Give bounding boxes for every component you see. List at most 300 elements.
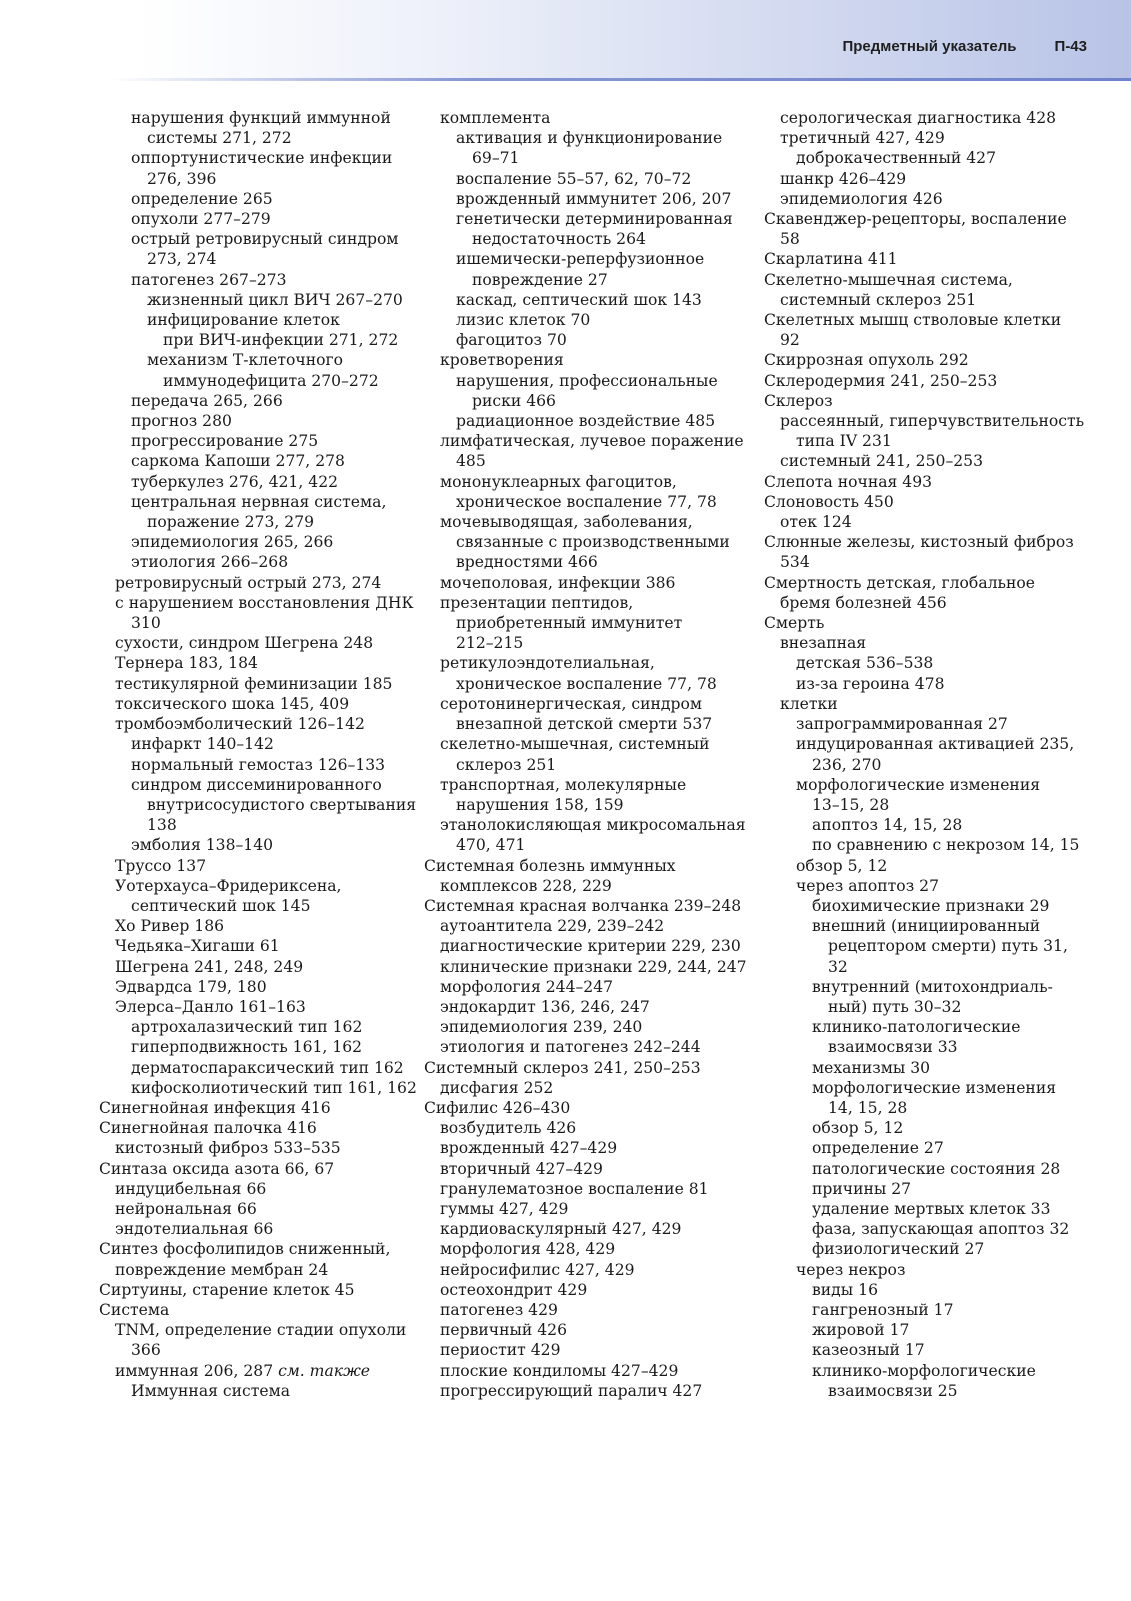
index-entry-headline: морфологические изменения <box>812 1078 1057 1097</box>
index-entry-headline: аутоантитела 229, 239–242 <box>440 917 665 936</box>
index-entry <box>440 1219 760 1239</box>
index-entry <box>440 593 760 654</box>
index-entry-continuation: системный склероз 251 <box>780 290 977 309</box>
index-entry-continuation: при ВИЧ-инфекции 271, 272 <box>163 331 399 350</box>
cross-reference: см. также <box>278 1361 371 1380</box>
index-entry-continuation: 32 <box>828 957 848 976</box>
index-entry <box>764 391 1110 411</box>
index-entry <box>796 653 1110 673</box>
index-entry <box>440 108 760 128</box>
index-entry-headline: генетически детерминированная <box>456 210 733 229</box>
index-entry <box>764 310 1110 350</box>
index-entry-headline: кардиоваскулярный 427, 429 <box>440 1220 682 1239</box>
index-entry <box>440 431 760 471</box>
index-entry-headline: мочеполовая, инфекции 386 <box>440 573 676 592</box>
index-entry <box>440 694 760 734</box>
index-entry <box>131 835 419 855</box>
index-entry-headline: Синегнойная инфекция 416 <box>99 1098 331 1117</box>
index-entry <box>440 472 760 512</box>
index-entry <box>456 310 760 330</box>
index-entry-continuation: хроническое воспаление 77, 78 <box>456 674 717 693</box>
index-entry <box>796 775 1110 815</box>
index-entry-continuation: недостаточность 264 <box>472 230 646 249</box>
index-entry-headline: нейрональная 66 <box>115 1199 257 1218</box>
index-entry-headline: мочевыводящая, заболевания, <box>440 513 693 532</box>
index-entry <box>440 977 760 997</box>
index-entry <box>812 1300 1110 1320</box>
index-entry <box>115 916 419 936</box>
index-entry-headline: внезапная <box>780 634 867 653</box>
index-entry-headline: Слюнные железы, кистозный фиброз <box>764 533 1074 552</box>
index-entry <box>115 674 419 694</box>
index-entry-continuation: поражение 273, 279 <box>147 513 315 532</box>
index-entry <box>131 1037 419 1057</box>
index-entry <box>131 411 419 431</box>
index-entry <box>115 633 419 653</box>
index-entry <box>440 1340 760 1360</box>
index-entry-headline: дисфагия 252 <box>440 1078 554 1097</box>
index-entry-headline: Скиррозная опухоль 292 <box>764 351 969 370</box>
index-entry-headline: Слепота ночная 493 <box>764 472 933 491</box>
index-entry-headline: гиперподвижность 161, 162 <box>131 1038 363 1057</box>
index-entry <box>780 169 1110 189</box>
index-entry-headline: физиологический 27 <box>812 1240 985 1259</box>
index-entry-headline: индуцибельная 66 <box>115 1179 267 1198</box>
index-entry <box>440 1138 760 1158</box>
index-entry <box>424 1058 760 1078</box>
index-entry-headline: фагоцитоз 70 <box>456 331 567 350</box>
index-entry-headline: Эдвардса 179, 180 <box>115 977 267 996</box>
index-entry-headline: Склероз <box>764 391 833 410</box>
index-entry-headline: Сиртуины, старение клеток 45 <box>99 1280 355 1299</box>
index-entry <box>456 209 760 249</box>
index-entry-headline: серологическая диагностика 428 <box>780 109 1057 127</box>
index-entry <box>440 1381 760 1401</box>
index-entry <box>764 613 1110 633</box>
index-entry-continuation: взаимосвязи 25 <box>828 1381 958 1400</box>
index-entry-headline: механизмы 30 <box>812 1058 931 1077</box>
index-entry-headline: Система <box>99 1300 170 1319</box>
index-entry-continuation: риски 466 <box>472 391 556 410</box>
index-entry-headline: Синтаза оксида азота 66, 67 <box>99 1159 335 1178</box>
index-entry-headline: гуммы 427, 429 <box>440 1199 569 1218</box>
index-entry <box>440 350 760 370</box>
index-entry-headline: биохимические признаки 29 <box>812 896 1050 915</box>
index-entry-continuation: Иммунная система <box>131 1381 291 1400</box>
index-entry <box>115 977 419 997</box>
index-entry-headline: TNM, определение стадии опухоли <box>115 1321 407 1340</box>
index-entry-headline: внутренний (митохондриаль- <box>812 977 1053 996</box>
index-entry <box>440 775 760 815</box>
index-entry <box>764 573 1110 613</box>
index-entry-headline: удаление мертвых клеток 33 <box>812 1199 1051 1218</box>
index-entry-headline: Системный склероз 241, 250–253 <box>424 1058 701 1077</box>
index-entry <box>440 1239 760 1259</box>
index-entry-headline: саркома Капоши 277, 278 <box>131 452 345 471</box>
index-entry <box>440 936 760 956</box>
index-entry-headline: остеохондрит 429 <box>440 1280 588 1299</box>
index-entry <box>812 1320 1110 1340</box>
index-entry-headline: третичный 427, 429 <box>780 129 945 148</box>
index-entry-headline: доброкачественный 427 <box>796 149 997 168</box>
index-entry <box>131 148 419 188</box>
index-entry <box>131 209 419 229</box>
index-entry-headline: сухости, синдром Шегрена 248 <box>115 634 374 653</box>
index-entry-headline: лизис клеток 70 <box>456 311 591 330</box>
index-entry <box>440 1199 760 1219</box>
index-entry-headline: тромбоэмболический 126–142 <box>115 715 365 734</box>
index-entry <box>115 1361 419 1401</box>
index-entry-headline: Склеродермия 241, 250–253 <box>764 371 998 390</box>
index-entry <box>440 957 760 977</box>
index-entry <box>440 1300 760 1320</box>
index-entry-headline: радиационное воздействие 485 <box>456 412 716 431</box>
index-entry-headline: иммунная 206, 287 см. также <box>115 1361 371 1380</box>
index-entry-continuation: 13–15, 28 <box>812 795 890 814</box>
index-entry-continuation: 276, 396 <box>147 169 217 188</box>
index-entry-headline: прогрессирующий паралич 427 <box>440 1381 703 1400</box>
index-entry-headline: Труссо 137 <box>115 856 207 875</box>
index-entry <box>812 1179 1110 1199</box>
index-entry-continuation: 58 <box>780 230 800 249</box>
index-entry <box>812 815 1110 835</box>
index-entry <box>131 492 419 532</box>
index-entry <box>812 1219 1110 1239</box>
index-entry <box>456 371 760 411</box>
index-entry <box>115 653 419 673</box>
index-entry-headline: ретикулоэндотелиальная, <box>440 654 655 673</box>
index-entry-headline: Уотерхауса–Фридериксена, <box>115 876 342 895</box>
index-entry-continuation: внезапной детской смерти 537 <box>456 715 713 734</box>
index-entry <box>812 835 1110 855</box>
index-entry-headline: Элерса–Данло 161–163 <box>115 997 306 1016</box>
index-entry-continuation: 534 <box>780 553 810 572</box>
index-entry-headline: врожденный 427–429 <box>440 1139 618 1158</box>
running-head <box>842 38 1087 55</box>
index-entry <box>440 1260 760 1280</box>
index-entry <box>115 573 419 593</box>
index-entry-headline: эндокардит 136, 246, 247 <box>440 997 650 1016</box>
index-entry-continuation: септический шок 145 <box>131 896 311 915</box>
index-entry <box>131 391 419 411</box>
index-entry-headline: определение 265 <box>131 189 273 208</box>
index-entry-continuation: бремя болезней 456 <box>780 593 947 612</box>
index-entry-headline: Синегнойная палочка 416 <box>99 1119 317 1138</box>
index-entry-headline: этиология и патогенез 242–244 <box>440 1038 701 1057</box>
index-entry <box>440 815 760 855</box>
index-entry-continuation: 14, 15, 28 <box>828 1098 908 1117</box>
index-entry-headline: нарушения, профессиональные <box>456 371 718 390</box>
index-entry <box>764 249 1110 269</box>
index-entry-headline: опухоли 277–279 <box>131 210 271 229</box>
index-entry-headline: Чедьяка–Хигаши 61 <box>115 937 280 956</box>
index-entry-headline: комплемента <box>440 109 551 127</box>
index-entry-headline: жизненный цикл ВИЧ 267–270 <box>147 290 403 309</box>
index-entry <box>764 350 1110 370</box>
index-entry-headline: артрохалазический тип 162 <box>131 1018 363 1037</box>
index-entry <box>796 674 1110 694</box>
index-entry-headline: с нарушением восстановления ДНК <box>115 593 414 612</box>
index-entry-continuation: внутрисосудистого свертывания <box>147 795 417 814</box>
index-entry-headline: эпидемиология 265, 266 <box>131 533 334 552</box>
index-entry-continuation: вредностями 466 <box>456 553 598 572</box>
index-entry-headline: через некроз <box>796 1260 906 1279</box>
index-entry-headline: периостит 429 <box>440 1341 561 1360</box>
index-entry-continuation: взаимосвязи 33 <box>828 1038 958 1057</box>
section-title: Предметный указатель <box>842 38 1017 55</box>
index-entry <box>780 108 1110 128</box>
index-entry-headline: причины 27 <box>812 1179 912 1198</box>
index-entry <box>796 714 1110 734</box>
index-entry-headline: диагностические критерии 229, 230 <box>440 937 741 956</box>
index-entry <box>115 936 419 956</box>
index-entry-continuation: 236, 270 <box>812 755 882 774</box>
index-entry <box>812 1159 1110 1179</box>
index-entry <box>796 734 1110 774</box>
index-entry-headline: инфицирование клеток <box>147 311 340 330</box>
index-entry-headline: эндотелиальная 66 <box>115 1220 274 1239</box>
index-entry <box>115 1219 419 1239</box>
index-entry <box>764 532 1110 572</box>
index-entry-headline: виды 16 <box>812 1280 878 1299</box>
index-entry <box>456 330 760 350</box>
index-entry-headline: из-за героина 478 <box>796 674 945 693</box>
index-entry <box>456 189 760 209</box>
index-entry-headline: морфологические изменения <box>796 775 1041 794</box>
index-entry-headline: кистозный фиброз 533–535 <box>115 1139 341 1158</box>
index-entry-continuation: рецептором смерти) путь 31, <box>828 937 1068 956</box>
index-entry <box>780 128 1110 148</box>
index-entry-continuation: 138 <box>147 816 177 835</box>
index-entry <box>796 1260 1110 1280</box>
index-entry-headline: Хо Ривер 186 <box>115 917 225 936</box>
index-entry <box>440 1280 760 1300</box>
index-entry-headline: Синтез фосфолипидов сниженный, <box>99 1240 391 1259</box>
index-entry <box>131 189 419 209</box>
index-entry-headline: Сифилис 426–430 <box>424 1098 571 1117</box>
index-entry-headline: казеозный 17 <box>812 1341 925 1360</box>
index-entry-headline: индуцированная активацией 235, <box>796 735 1075 754</box>
index-entry-headline: ретровирусный острый 273, 274 <box>115 573 382 592</box>
index-entry-headline: кроветворения <box>440 351 564 370</box>
index-entry <box>812 1199 1110 1219</box>
index-entry-headline: прогрессирование 275 <box>131 432 319 451</box>
index-column-2 <box>424 108 760 1401</box>
index-entry <box>780 189 1110 209</box>
index-entry-continuation: 366 <box>131 1341 161 1360</box>
index-entry-headline: гангренозный 17 <box>812 1300 954 1319</box>
index-entry-headline: Тернера 183, 184 <box>115 654 258 673</box>
index-entry-headline: мононуклеарных фагоцитов, <box>440 472 677 491</box>
index-entry-continuation: 69–71 <box>472 149 520 168</box>
index-entry <box>780 633 1110 653</box>
index-column-1 <box>99 108 419 1401</box>
index-entry-headline: Смертность детская, глобальное <box>764 573 1036 592</box>
index-entry-headline: туберкулез 276, 421, 422 <box>131 472 339 491</box>
index-entry <box>812 977 1110 1017</box>
index-entry <box>115 1138 419 1158</box>
index-entry <box>764 492 1110 512</box>
index-entry <box>131 108 419 148</box>
index-entry <box>440 997 760 1017</box>
index-entry-headline: Смерть <box>764 614 825 633</box>
index-entry <box>131 1078 419 1098</box>
index-entry <box>424 896 760 916</box>
index-entry <box>115 593 419 633</box>
index-entry <box>131 532 419 552</box>
index-entry-headline: эпидемиология 239, 240 <box>440 1018 643 1037</box>
index-entry-headline: обзор 5, 12 <box>796 856 888 875</box>
page-number: П-43 <box>1054 38 1087 55</box>
index-entry-headline: острый ретровирусный синдром <box>131 230 399 249</box>
index-entry <box>131 270 419 290</box>
index-entry-headline: дерматоспараксический тип 162 <box>131 1058 404 1077</box>
index-entry-headline: презентации пептидов, <box>440 593 634 612</box>
index-entry-headline: тестикулярной феминизации 185 <box>115 674 393 693</box>
header-rule <box>110 78 1131 81</box>
index-entry <box>131 229 419 269</box>
index-entry-headline: рассеянный, гиперчувствительность <box>780 412 1085 431</box>
index-entry-headline: запрограммированная 27 <box>796 715 1008 734</box>
index-entry <box>812 1280 1110 1300</box>
index-entry-headline: Скарлатина 411 <box>764 250 898 269</box>
index-entry-headline: вторичный 427–429 <box>440 1159 603 1178</box>
index-entry-headline: клинические признаки 229, 244, 247 <box>440 957 747 976</box>
index-entry <box>440 573 760 593</box>
index-entry <box>812 1340 1110 1360</box>
index-entry-headline: кифосколиотический тип 161, 162 <box>131 1078 417 1097</box>
index-entry <box>99 1159 419 1179</box>
index-entry <box>456 128 760 168</box>
index-entry <box>812 1017 1110 1057</box>
index-entry-headline: Системная красная волчанка 239–248 <box>424 896 742 915</box>
index-entry <box>99 1118 419 1138</box>
index-entry-headline: скелетно-мышечная, системный <box>440 735 710 754</box>
index-entry <box>131 1017 419 1037</box>
index-entry <box>115 694 419 714</box>
index-entry-headline: патогенез 429 <box>440 1300 558 1319</box>
index-entry <box>812 1361 1110 1401</box>
index-entry <box>812 1118 1110 1138</box>
index-entry-headline: прогноз 280 <box>131 412 232 431</box>
index-entry <box>812 1239 1110 1259</box>
index-entry-headline: Скелетных мышц стволовые клетки <box>764 311 1062 330</box>
index-entry-headline: воспаление 55–57, 62, 70–72 <box>456 169 692 188</box>
index-entry <box>131 472 419 492</box>
index-entry-continuation: хроническое воспаление 77, 78 <box>456 492 717 511</box>
index-entry <box>440 1118 760 1138</box>
index-entry-headline: внешний (инициированный <box>812 917 1041 936</box>
index-entry <box>99 1239 419 1279</box>
index-entry-continuation: системы 271, 272 <box>147 129 292 148</box>
index-entry-headline: отек 124 <box>780 513 852 532</box>
index-entry <box>115 1320 419 1360</box>
index-entry-headline: этиология 266–268 <box>131 553 289 572</box>
index-entry <box>796 876 1110 896</box>
index-entry <box>440 1078 760 1098</box>
index-entry <box>440 1361 760 1381</box>
index-entry-headline: клетки <box>780 694 838 713</box>
index-entry-headline: оппортунистические инфекции <box>131 149 393 168</box>
index-entry-continuation: склероз 251 <box>456 755 557 774</box>
index-entry <box>424 856 760 896</box>
index-entry <box>812 1058 1110 1078</box>
index-entry-headline: гранулематозное воспаление 81 <box>440 1179 709 1198</box>
index-entry <box>131 775 419 836</box>
index-entry <box>812 916 1110 977</box>
index-entry-headline: первичный 426 <box>440 1321 568 1340</box>
index-entry-continuation: 92 <box>780 331 800 350</box>
index-entry <box>440 1037 760 1057</box>
index-entry <box>764 209 1110 249</box>
index-entry-continuation: 485 <box>456 452 486 471</box>
index-entry-headline: механизм Т-клеточного <box>147 351 344 370</box>
index-entry-headline: Системная болезнь иммунных <box>424 856 676 875</box>
index-entry-headline: Скавенджер-рецепторы, воспаление <box>764 210 1067 229</box>
index-entry-continuation: ный) путь 30–32 <box>828 997 962 1016</box>
index-entry-headline: нормальный гемостаз 126–133 <box>131 755 386 774</box>
index-entry-headline: эпидемиология 426 <box>780 189 943 208</box>
index-entry <box>115 1179 419 1199</box>
index-entry <box>131 755 419 775</box>
index-entry-headline: синдром диссеминированного <box>131 775 382 794</box>
index-entry-headline: лимфатическая, лучевое поражение <box>440 432 744 451</box>
index-entry <box>456 290 760 310</box>
index-entry-headline: патологические состояния 28 <box>812 1159 1061 1178</box>
index-entry-headline: фаза, запускающая апоптоз 32 <box>812 1220 1070 1239</box>
index-entry <box>440 1179 760 1199</box>
index-entry-headline: морфология 428, 429 <box>440 1240 616 1259</box>
index-entry <box>440 916 760 936</box>
index-entry-headline: клинико-патологические <box>812 1018 1021 1037</box>
index-entry <box>99 1098 419 1118</box>
index-entry-headline: через апоптоз 27 <box>796 876 940 895</box>
index-entry-headline: обзор 5, 12 <box>812 1119 904 1138</box>
index-entry <box>147 290 419 310</box>
index-entry <box>456 411 760 431</box>
index-entry <box>796 148 1110 168</box>
index-entry-headline: определение 27 <box>812 1139 944 1158</box>
index-entry-continuation: 212–215 <box>456 634 524 653</box>
index-entry-headline: Шегрена 241, 248, 249 <box>115 957 304 976</box>
index-entry-headline: Скелетно-мышечная система, <box>764 270 1013 289</box>
index-entry-continuation: повреждение мембран 24 <box>115 1260 329 1279</box>
index-entry-continuation: приобретенный иммунитет <box>456 614 683 633</box>
index-entry <box>131 1058 419 1078</box>
index-entry-continuation: 273, 274 <box>147 250 217 269</box>
index-entry-headline: каскад, септический шок 143 <box>456 290 702 309</box>
index-entry <box>115 876 419 916</box>
index-entry-headline: эмболия 138–140 <box>131 836 274 855</box>
index-entry-headline: Слоновость 450 <box>764 492 894 511</box>
index-entry <box>131 552 419 572</box>
index-entry-headline: инфаркт 140–142 <box>131 735 274 754</box>
index-entry-continuation: нарушения 158, 159 <box>456 795 624 814</box>
index-entry-headline: ишемически-реперфузионное <box>456 250 705 269</box>
index-entry-headline: апоптоз 14, 15, 28 <box>812 816 963 835</box>
index-entry-headline: активация и функционирование <box>456 129 723 148</box>
index-entry <box>440 1017 760 1037</box>
index-entry-headline: патогенез 267–273 <box>131 270 287 289</box>
index-entry <box>440 1159 760 1179</box>
index-entry <box>99 1300 419 1320</box>
index-entry <box>764 472 1110 492</box>
index-entry <box>99 1280 419 1300</box>
index-entry <box>424 1098 760 1118</box>
index-entry <box>812 1078 1110 1118</box>
index-entry <box>440 1320 760 1340</box>
index-entry <box>115 1199 419 1219</box>
